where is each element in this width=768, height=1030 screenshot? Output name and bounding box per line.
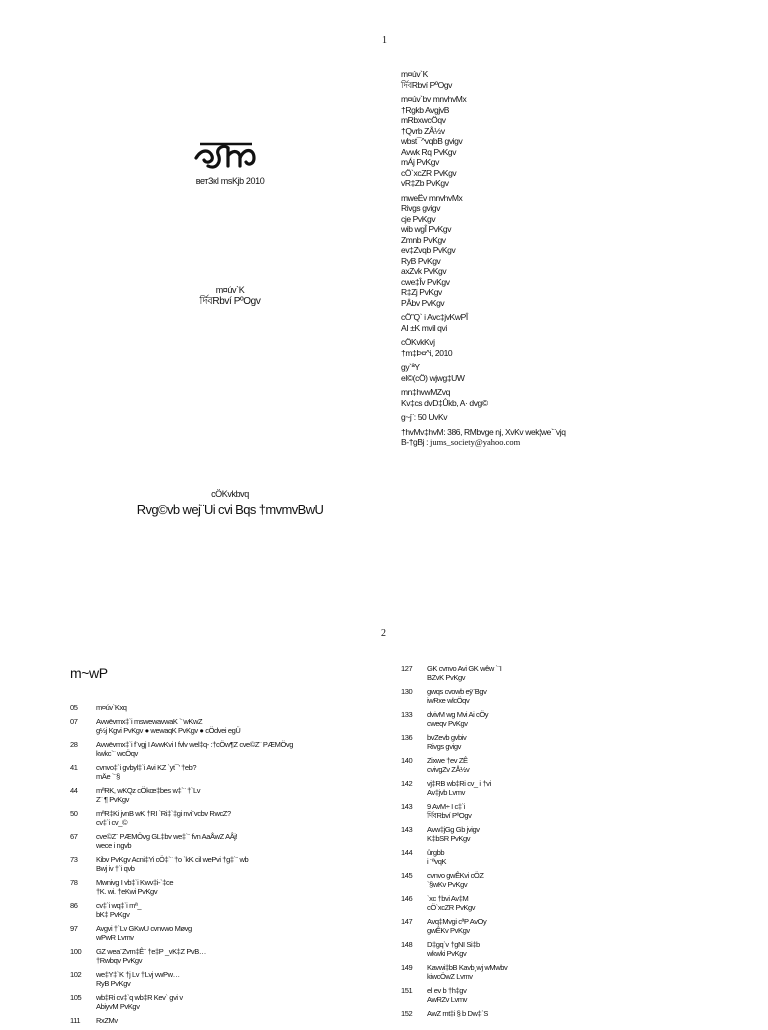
toc-entry[interactable] xyxy=(70,993,310,1011)
toc-page-number: 130 xyxy=(401,687,413,696)
credit-line: Avwk Rq PvKgv xyxy=(401,146,457,157)
toc-entry-author: cvivgZv ZÅ½v xyxy=(427,765,470,774)
toc-entry-title: gwqs cvowb eÿ¨Bgv xyxy=(427,687,487,696)
credit-line: cÖKvkKvj xyxy=(401,337,435,347)
toc-entry[interactable] xyxy=(70,970,310,988)
credit-group-support xyxy=(401,387,566,408)
toc-page-number: 127 xyxy=(401,664,413,673)
toc-entry-title: GZ wea¨Zvm‡Ê¨ †e‡P _vK‡Z PvB… xyxy=(96,947,206,956)
toc-page-number: 143 xyxy=(401,802,413,811)
email-prefix: B-†gBj : xyxy=(401,437,429,447)
toc-entry-title: m¤úv`Kxq xyxy=(96,703,127,712)
toc-entry-author: wece i ngvb xyxy=(96,841,132,850)
toc-entry[interactable] xyxy=(401,779,661,797)
toc-entry-title: mªR‡Ki jvnB wK †RI `Ri‡`‡gi nvi¨vcbv RwcZ? xyxy=(96,809,231,818)
credit-line: mweËv mnvhvMx xyxy=(401,192,463,203)
toc-page-number: 148 xyxy=(401,940,413,949)
toc-entry-text xyxy=(96,855,248,873)
toc-entry[interactable] xyxy=(401,917,661,935)
toc-page-number: 41 xyxy=(70,763,78,772)
toc-entry-title: cv‡`i wq‡`i mª_ xyxy=(96,901,142,910)
toc-entry-author: kiwcÖwZ Lvmv xyxy=(427,972,473,981)
credit-line: ৰ্দিবRbví PºOgv xyxy=(401,79,453,90)
toc-entry[interactable] xyxy=(401,1009,661,1018)
toc-entry-text xyxy=(96,970,180,988)
toc-entry-author: Z¨ ¶ PvKgv xyxy=(96,795,129,804)
toc-entry-title: D‡gq`v †gNI Si‡b xyxy=(427,940,480,949)
credit-group-editor xyxy=(401,69,566,90)
toc-entry-title: wb‡Ri cv‡`q wb‡R Kev` gvi v xyxy=(96,993,183,1002)
toc-entry[interactable] xyxy=(401,802,661,820)
toc-entry[interactable] xyxy=(70,740,310,758)
credit-line: m¤úv`bv mnvhvMx xyxy=(401,94,467,104)
toc-entry-title: Avwëvmx‡`i f¨vgj I AvwKvi I fvlv wel‡q- :†cÖw¶Z cve©Z¨ PÆMÖvg xyxy=(96,740,294,749)
toc-page-number: 97 xyxy=(70,924,78,933)
toc-page-number: 111 xyxy=(70,1016,81,1025)
credit-line: Rivgs gvigv xyxy=(401,203,441,213)
toc-entry-text xyxy=(96,947,206,965)
toc-entry-text xyxy=(427,802,471,820)
credit-line: vR‡Zb PvKgv xyxy=(401,178,449,188)
toc-entry[interactable] xyxy=(401,710,661,728)
toc-page-number: 145 xyxy=(401,871,413,880)
toc-entry[interactable] xyxy=(70,703,310,712)
credit-line: †Rgkb AvgjvB xyxy=(401,104,449,115)
toc-page-number: 140 xyxy=(401,756,413,765)
logo-subtitle: ветЗкI msKjb 2010 xyxy=(195,176,265,186)
toc-entry-title: bvZevb gvbiv xyxy=(427,733,467,742)
credit-line: ev‡Zvqb PvKgv xyxy=(401,245,456,255)
toc-entry-text xyxy=(96,924,192,942)
credit-line: Kv‡cs dvD‡Ûkb, A· dvg© xyxy=(401,397,488,408)
toc-page-number: 133 xyxy=(401,710,413,719)
editor-role-left: m¤úv`K xyxy=(215,285,245,295)
toc-page-number: 73 xyxy=(70,855,78,864)
toc-entry-author: wPwR Lvmv xyxy=(96,933,134,942)
toc-entry[interactable] xyxy=(70,717,310,735)
toc-entry-text xyxy=(96,717,240,735)
toc-entry-text xyxy=(96,786,200,804)
toc-entry[interactable] xyxy=(401,940,661,958)
email-link[interactable]: jums_society@yahoo.com xyxy=(430,437,521,447)
toc-entry-text xyxy=(427,733,466,751)
toc-entry-title: AwZ mt‡i § b Dw‡`S xyxy=(427,1009,489,1018)
credit-line: R‡Zj PvKgv xyxy=(401,287,442,297)
toc-page-number: 05 xyxy=(70,703,78,712)
credit-line: †Qvrb ZÅ½v xyxy=(401,125,445,136)
toc-entry-author: Bwj iv †`i qvb xyxy=(96,864,135,873)
toc-entry-text xyxy=(427,894,475,912)
publisher-name: Rvg©vb wej¨Ui cvi Bqs †mvmvBwU xyxy=(136,502,324,517)
toc-entry[interactable] xyxy=(401,687,661,705)
toc-entry-author: g½j Kgvi PvKgv ● wewaqK PvKgv ● cÖdvei egÜ xyxy=(96,726,241,735)
toc-entry-text xyxy=(427,986,467,1004)
toc-page-number: 136 xyxy=(401,733,413,742)
toc-entry-author: †K. wi. †eKwi PvKgv xyxy=(96,887,158,896)
toc-entry-author: iwRxe wlcÖqv xyxy=(427,696,470,705)
toc-page-number: 143 xyxy=(401,825,413,834)
toc-page-number: 07 xyxy=(70,717,78,726)
toc-entry[interactable] xyxy=(70,901,310,919)
toc-page-number: 44 xyxy=(70,786,78,795)
toc-entry-text xyxy=(96,878,173,896)
toc-entry-text xyxy=(96,763,196,781)
toc-page-number: 147 xyxy=(401,917,413,926)
toc-entry[interactable] xyxy=(70,786,310,804)
toc-entry[interactable] xyxy=(401,871,661,889)
toc-page-number: 152 xyxy=(401,1009,413,1018)
toc-page-number: 144 xyxy=(401,848,413,857)
page-number-1: 1 xyxy=(382,35,387,46)
toc-entry[interactable] xyxy=(401,756,661,774)
toc-entry-title: Avwëvmx‡`i mswewavwaK `¨wKwZ xyxy=(96,717,203,726)
toc-entry-author: gwÊKv PvKgv xyxy=(427,926,470,935)
society-logo-graphic xyxy=(194,136,258,176)
toc-entry-title: we‡Y‡`K †j Lv †Lvj vwPw… xyxy=(96,970,180,979)
toc-entry-title: cvnvo gwÊKvi cÖZ xyxy=(427,871,484,880)
toc-entry[interactable] xyxy=(70,947,310,965)
toc-entry-author: AwRZv Lvmv xyxy=(427,995,468,1004)
toc-entry-title: GK cvnvo Avi GK wêw `¨I xyxy=(427,664,502,673)
toc-page-number: 67 xyxy=(70,832,78,841)
toc-page-number: 28 xyxy=(70,740,78,749)
toc-page-number: 78 xyxy=(70,878,78,887)
toc-entry-title: Kavwi‡bB Kavb¸wj wMwbv xyxy=(427,963,508,972)
toc-page-number: 86 xyxy=(70,901,78,910)
publisher-label: cÖKvkbvq xyxy=(211,489,249,499)
toc-entry-author: BZvK PvKgv xyxy=(427,673,466,682)
toc-entry-text xyxy=(96,993,183,1011)
credits-block xyxy=(401,69,566,448)
toc-entry-author: AbiyvM PvKgv xyxy=(96,1002,140,1011)
toc-page-number: 100 xyxy=(70,947,82,956)
contact-address: †hvMv‡hvM: 386, RMbvge nj, XvKv wek¦we`¨vjq xyxy=(401,426,566,437)
credit-group-printing xyxy=(401,362,566,383)
toc-entry[interactable] xyxy=(70,878,310,896)
toc-entry-title: 9 AvM÷ I c‡`i xyxy=(427,802,465,811)
toc-entry-author: Rivgs gvigv xyxy=(427,742,461,751)
toc-entry[interactable] xyxy=(401,825,661,843)
credit-group-assistant-editors xyxy=(401,94,566,189)
credit-line: PÂbv PvKgv xyxy=(401,297,445,308)
toc-entry-text xyxy=(427,779,491,797)
toc-entry-author: i ¨ªvqK xyxy=(427,857,447,866)
contents-heading: m~wP xyxy=(70,665,108,681)
credit-line: wib wgÎ PvKgv xyxy=(401,224,452,234)
toc-entry-text xyxy=(427,710,488,728)
toc-entry-text xyxy=(96,703,127,712)
toc-entry[interactable] xyxy=(70,855,310,873)
toc-page-number: 50 xyxy=(70,809,78,818)
credit-line: AI ±K mvil qvi xyxy=(401,322,447,333)
toc-page-number: 105 xyxy=(70,993,82,1002)
credit-line: †m‡Þ¤^i, 2010 xyxy=(401,347,453,358)
toc-entry[interactable] xyxy=(401,664,661,682)
credit-line: gy`ªY xyxy=(401,362,420,372)
credit-line: wbst¯^vqbB gvigv xyxy=(401,136,463,146)
credit-line: m¤úv`K xyxy=(401,69,428,79)
toc-entry[interactable] xyxy=(70,924,310,942)
toc-entry[interactable] xyxy=(70,763,310,781)
credit-group-published xyxy=(401,337,566,358)
toc-left-column xyxy=(70,703,310,1030)
toc-entry-title: dvivM wg Mvi Ai cÖy xyxy=(427,710,489,719)
credit-line: Zmnb PvKgv xyxy=(401,234,446,245)
toc-entry-title: RxZMv xyxy=(96,1016,118,1025)
toc-entry-text xyxy=(427,756,469,774)
toc-entry-text xyxy=(427,940,480,958)
toc-entry-title: ûrgbb xyxy=(427,848,445,857)
toc-entry-title: Mwnivg I vb‡`i Kwv‡i-`‡ce xyxy=(96,878,174,887)
credit-line: cÖ”Q` i Avc‡jvKwPÎ xyxy=(401,312,468,322)
toc-entry-text xyxy=(427,917,486,935)
toc-entry-title: Avgvi †`Lv GKwU cvnvwo Møvg xyxy=(96,924,192,933)
toc-entry-title: vj‡RB wb‡Ri cv_ i †vi xyxy=(427,779,491,788)
toc-entry-author: cÖ`xcZR PvKgv xyxy=(427,903,476,912)
toc-entry-title: Avq‡Mvgi cªP AvOy xyxy=(427,917,487,926)
toc-entry-text xyxy=(96,901,141,919)
toc-entry-text xyxy=(427,1009,488,1018)
credit-line: g~j¨: 50 UvKv xyxy=(401,412,448,422)
toc-entry-title: Zixwe †ev ZÊ xyxy=(427,756,468,765)
editor-name-left: ৰ্দিবRbví PºOgv xyxy=(199,296,261,307)
toc-entry-title: Kibv PvKgv Acni‡Yi cÖ‡`¨ †o `kK cil wePvi †g‡`¨ wb xyxy=(96,855,249,864)
toc-entry-author: bK‡ PvKgv xyxy=(96,910,130,919)
credit-line: cÖ`xcZR PvKgv xyxy=(401,167,457,178)
toc-entry-author: mÄe `¨§ xyxy=(96,772,120,781)
toc-entry-author: ৰ্দিবRbví PºOgv xyxy=(427,811,472,820)
credit-line: RyB PvKgv xyxy=(401,255,441,266)
toc-entry-title: cve©Z¨ PÆMÖvg GL‡bv we‡`¨ fvn AaÅwZ AÂj! xyxy=(96,832,238,841)
toc-entry-author: K‡bSR PvKgv xyxy=(427,834,471,843)
toc-entry-author: Av‡jvb Lvmv xyxy=(427,788,465,797)
toc-entry[interactable] xyxy=(401,733,661,751)
toc-entry-text xyxy=(96,809,231,827)
credit-line: mn‡hvwMZvq xyxy=(401,387,450,397)
society-logo xyxy=(194,136,258,176)
toc-entry-text xyxy=(427,848,446,866)
toc-entry-title: `xc †bvi Av‡M xyxy=(427,894,469,903)
credit-group-price xyxy=(401,412,566,423)
credit-line: axZvk PvKgv xyxy=(401,266,447,276)
toc-entry[interactable] xyxy=(70,832,310,850)
toc-entry-title: Avw‡jGg Gb jvigv xyxy=(427,825,480,834)
toc-entry-text xyxy=(96,832,237,850)
toc-entry-text xyxy=(427,825,480,843)
toc-entry-text xyxy=(427,664,501,682)
toc-entry-text xyxy=(427,871,484,889)
toc-entry-text xyxy=(427,963,507,981)
credit-line: mÁj PvKgv xyxy=(401,157,439,167)
page-number-2: 2 xyxy=(381,628,386,639)
credit-line: el©(cÖ) wjwg‡UW xyxy=(401,372,465,383)
toc-page-number: 149 xyxy=(401,963,413,972)
toc-entry[interactable] xyxy=(401,894,661,912)
toc-entry-author: †Rwbqv PvKgv xyxy=(96,956,143,965)
toc-entry-author: `§wKv PvKgv xyxy=(427,880,468,889)
toc-entry[interactable] xyxy=(401,986,661,1004)
toc-page-number: 151 xyxy=(401,986,413,995)
credit-line: cwe‡Îv PvKgv xyxy=(401,276,450,287)
credit-line: cje PvKgv xyxy=(401,213,436,224)
toc-entry[interactable] xyxy=(401,848,661,866)
toc-right-column xyxy=(401,664,661,1023)
toc-page-number: 102 xyxy=(70,970,82,979)
toc-entry-text xyxy=(427,687,486,705)
contact-email-line xyxy=(401,437,566,448)
toc-entry-author: RyB PvKgv xyxy=(96,979,131,988)
credit-group-distribution xyxy=(401,193,566,309)
toc-entry-title: cvnvo‡`i gvbyl‡`i Avi KZ `yt¯’ †eb? xyxy=(96,763,197,772)
toc-entry[interactable] xyxy=(70,809,310,827)
toc-entry-author: wkwki PvKgv xyxy=(427,949,467,958)
toc-entry[interactable] xyxy=(401,963,661,981)
toc-page-number: 142 xyxy=(401,779,413,788)
toc-entry-author: cv‡`i cv_© xyxy=(96,818,128,827)
toc-page-number: 146 xyxy=(401,894,413,903)
toc-entry-title: el ev b †h‡gv xyxy=(427,986,467,995)
toc-entry-title: mªRK, wKQz cÖkœ‡bes w‡`¨ †`Lv xyxy=(96,786,201,795)
toc-entry-author: cweqv PvKgv xyxy=(427,719,468,728)
toc-entry-author: kwkc`¨ wcÖqv xyxy=(96,749,138,758)
credit-group-cover xyxy=(401,312,566,333)
toc-entry-text xyxy=(96,740,293,758)
credit-line: mRbxwcÖqv xyxy=(401,115,446,125)
